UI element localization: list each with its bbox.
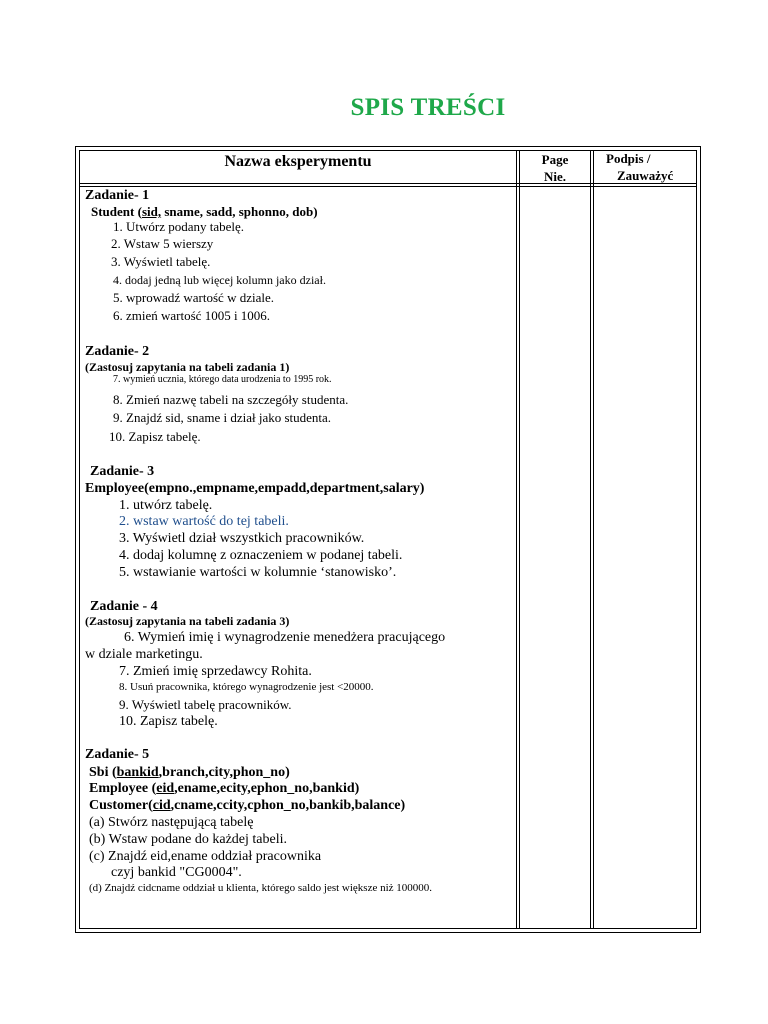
task-heading: Zadanie - 4 (90, 599, 158, 614)
list-item: 3. Wyświetl dział wszystkich pracowników. (119, 531, 365, 546)
list-item: (a) Stwórz następującą tabelę (89, 815, 254, 830)
schema-text: sname, sadd, sphonno, dob) (161, 204, 318, 219)
primary-key: eid (156, 781, 175, 796)
task-schema (89, 799, 405, 813)
list-item: czyj bankid "CG0004". (111, 865, 242, 880)
task-heading: Zadanie- 2 (85, 344, 150, 359)
task-schema: Employee(empno.,empname,empadd,department,salary) (85, 481, 425, 496)
task-schema (91, 205, 318, 218)
list-item: (c) Znajdź eid,ename oddział pracownika (89, 849, 322, 864)
primary-key: bankid (116, 765, 159, 780)
task-heading: Zadanie- 3 (90, 464, 155, 479)
task-heading: Zadanie- 1 (85, 188, 150, 203)
list-item: 9. Znajdź sid, sname i dział jako studenta. (113, 410, 332, 425)
list-item: 3. Wyświetl tabelę. (111, 254, 211, 269)
list-item: 4. dodaj kolumnę z oznaczeniem w podanej tabeli. (119, 548, 403, 563)
list-item: 9. Wyświetl tabelę pracowników. (119, 697, 292, 712)
list-item: (b) Wstaw podane do każdej tabeli. (89, 832, 288, 847)
list-item: 1. Utwórz podany tabelę. (113, 219, 245, 234)
page-title: SPIS TREŚCI (350, 94, 506, 121)
column-divider (519, 150, 520, 929)
column-header-signature: Podpis / (606, 151, 651, 166)
task-heading: Zadanie- 5 (85, 747, 150, 762)
list-item: 7. Zmień imię sprzedawcy Rohita. (119, 664, 312, 679)
list-item: 2. Wstaw 5 wierszy (111, 236, 214, 251)
column-header-name: Nazwa eksperymentu (224, 153, 372, 170)
list-item: 10. Zapisz tabelę. (109, 429, 201, 444)
schema-text: ,cname,ccity,cphon_no,bankib,balance) (170, 798, 406, 813)
column-divider (590, 150, 591, 929)
task-note: (Zastosuj zapytania na tabeli zadania 3) (85, 614, 290, 628)
task-schema (89, 782, 359, 796)
list-item: 5. wprowadź wartość w dziale. (113, 290, 274, 305)
list-item: (d) Znajdź cidcname oddział u klienta, którego saldo jest większe niż 100000. (89, 882, 433, 894)
list-item: 10. Zapisz tabelę. (119, 714, 218, 729)
primary-key: sid, (141, 204, 162, 219)
list-item: 6. Wymień imię i wynagrodzenie menedżera pracującego (124, 630, 446, 645)
list-item: 1. utwórz tabelę. (119, 498, 213, 513)
column-header-page: Page (541, 152, 569, 167)
list-item: 5. wstawianie wartości w kolumnie ‘stanowisko’. (119, 565, 397, 580)
list-item: 4. dodaj jedną lub więcej kolumn jako dział. (113, 273, 326, 287)
list-item: 7. wymień ucznia, którego data urodzenia to 1995 rok. (113, 374, 332, 385)
list-item: w dziale marketingu. (85, 647, 203, 662)
schema-text: ,branch,city,phon_no) (158, 765, 290, 780)
schema-text: Sbi ( (89, 765, 117, 780)
header-divider (79, 186, 697, 187)
schema-text: Employee ( (89, 781, 157, 796)
list-item: 8. Zmień nazwę tabeli na szczegóły studenta. (113, 392, 349, 407)
column-header-page: Nie. (543, 169, 567, 184)
column-divider (516, 150, 517, 929)
list-item: 2. wstaw wartość do tej tabeli. (119, 514, 289, 529)
schema-text: Customer( (89, 798, 153, 813)
header-divider (79, 183, 697, 184)
list-item: 8. Usuń pracownika, którego wynagrodzenie jest <20000. (119, 681, 374, 693)
schema-text: ,ename,ecity,ephon_no,bankid) (174, 781, 360, 796)
column-divider (593, 150, 594, 929)
schema-text: Student ( (91, 204, 142, 219)
primary-key: cid (152, 798, 171, 813)
column-header-signature: Zauważyć (617, 168, 674, 183)
task-note: (Zastosuj zapytania na tabeli zadania 1) (85, 360, 290, 374)
list-item: 6. zmień wartość 1005 i 1006. (113, 308, 271, 323)
task-schema (89, 766, 290, 780)
